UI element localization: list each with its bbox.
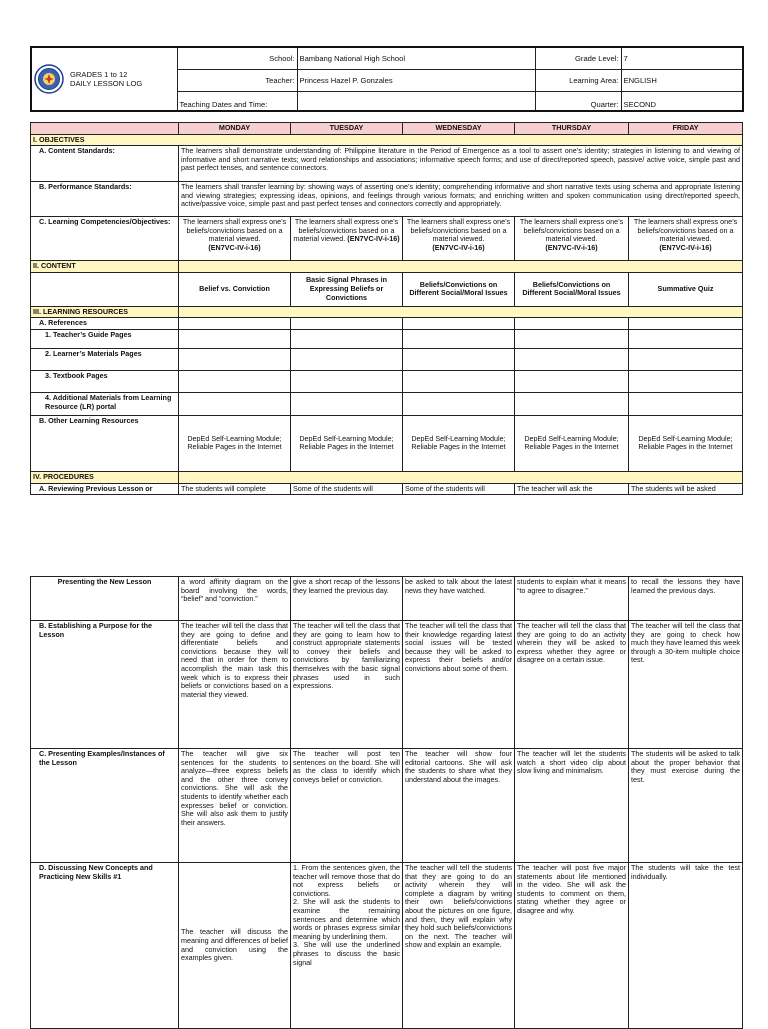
procedure-a-thu: students to explain what it means “to agree to disagree.” [515,577,629,621]
competency-tue: The learners shall express one’s beliefs/convictions based on a material viewed. (EN7VC-IV-i-16) [291,217,403,261]
teacher-label: Teacher: [177,69,297,91]
header-table [30,46,744,112]
content-mon: Belief vs. Conviction [179,272,291,306]
lesson-log-table [30,122,743,495]
day-tuesday: TUESDAY [291,123,403,135]
procedure-c-fri: The students will be asked to talk about the proper behavior that they must exercise during the test. [629,749,743,863]
tg-label: 1. Teacher’s Guide Pages [31,329,179,348]
quarter-value: SECOND [621,91,743,111]
procedure-c-thu: The teacher will let the students watch a short video clip about slow living and minimalism. [515,749,629,863]
header-title-cell [31,47,177,111]
competency-mon: The learners shall express one’s beliefs/convictions based on a material viewed. (EN7VC-IV-i-16) [179,217,291,261]
procedure-b-tue: The teacher will tell the class that they are going to learn how to construct appropriate statements to convey their beliefs and convictions by familiarizing themselves with the basic signal phrases used in such expressions. [291,621,403,749]
dates-label: Teaching Dates and Time: [177,91,297,111]
content-standards-label: A. Content Standards: [31,146,179,182]
procedure-d-mon: The teacher will discuss the meaning and differences of belief and conviction using the examples given. [179,863,291,1029]
procedure-d-wed: The teacher will tell the students that they are going to do an activity wherein they will complete a diagram by writing their own beliefs/convictions about the pictures on one figure, and then, they will explain why they hold such beliefs/convictions on the next. The teacher will show and explain an example. [403,863,515,1029]
references-label: A. References [31,318,179,330]
procedure-a-thu-top: The teacher will ask the [515,483,629,495]
procedure-a-fri: to recall the lessons they have learned the previous days. [629,577,743,621]
objectives-heading: I. OBJECTIVES [31,134,743,146]
area-label: Learning Area: [535,69,621,91]
deped-seal-icon [34,64,64,94]
tb-label: 3. Textbook Pages [31,370,179,392]
procedure-a-tue-top: Some of the students will [291,483,403,495]
procedure-a-mon-top: The students will complete [179,483,291,495]
other-resources-tue: DepEd Self-Learning Module; Reliable Pages in the Internet [291,415,403,471]
procedure-a-wed: be asked to talk about the latest news they have watched. [403,577,515,621]
teacher-value: Princess Hazel P. Gonzales [297,69,535,91]
competencies-label: C. Learning Competencies/Objectives: [31,217,179,261]
lm-label: 2. Learner’s Materials Pages [31,348,179,370]
content-wed: Beliefs/Convictions on Different Social/Moral Issues [403,272,515,306]
procedure-a-label-cont: Presenting the New Lesson [31,577,179,621]
procedure-c-wed: The teacher will show four editorial cartoons. She will ask the students to share what they understand about the images. [403,749,515,863]
procedure-d-tue: 1. From the sentences given, the teacher will remove those that do not express beliefs or convictions. 2. She will ask the students to examine the remaining sentences and determine which words or phrases express similar meaning by underlining them. 3. She will use the underlined phrases to discuss the basic signal [291,863,403,1029]
other-resources-fri: DepEd Self-Learning Module; Reliable Pages in the Internet [629,415,743,471]
dates-value [297,91,535,111]
school-label: School: [177,47,297,69]
procedure-a-tue: give a short recap of the lessons they learned the previous day. [291,577,403,621]
day-monday: MONDAY [179,123,291,135]
content-tue: Basic Signal Phrases in Expressing Beliefs or Convictions [291,272,403,306]
procedure-c-mon: The teacher will give six sentences for the students to analyze—three express beliefs and the other three convey convictions. She will ask the students to identify whether each expresses belief or conviction. She will also ask them to justify their answers. [179,749,291,863]
day-wednesday: WEDNESDAY [403,123,515,135]
resources-heading: III. LEARNING RESOURCES [31,306,179,318]
competency-thu: The learners shall express one’s beliefs/convictions based on a material viewed. (EN7VC-IV-i-16) [515,217,629,261]
procedure-b-label: B. Establishing a Purpose for the Lesson [31,621,179,749]
procedure-a-wed-top: Some of the students will [403,483,515,495]
day-friday: FRIDAY [629,123,743,135]
content-standards-text: The learners shall demonstrate understanding of: Philippine literature in the Period of Emergence as a tool to assert one’s identity; strategies in listening to and viewing of informative and short narrative texts; word relationships and associations; informative speech forms; and use of direct/reported speech, passive/ active voice, simple past and past perfect tenses, and sentence connectors. [179,146,743,182]
procedure-d-label: D. Discussing New Concepts and Practicing New Skills #1 [31,863,179,1029]
days-header-row [31,123,743,135]
procedure-a-label: A. Reviewing Previous Lesson or [31,483,179,495]
content-heading: II. CONTENT [31,261,179,273]
grade-value: 7 [621,47,743,69]
competency-wed: The learners shall express one’s beliefs/convictions based on a material viewed. (EN7VC-IV-i-16) [403,217,515,261]
other-resources-label: B. Other Learning Resources [31,415,179,471]
procedure-b-thu: The teacher will tell the class that they are going to do an activity wherein they will be asked to express whether they agree or disagree on a certain issue. [515,621,629,749]
procedure-d-thu: The teacher will post five major statements about life mentioned in the video. She will ask the students to comment on them, stating whether they agree or disagree and why. [515,863,629,1029]
procedure-b-fri: The teacher will tell the class that they are going to check how much they have learned this week through a 30-item multiple choice test. [629,621,743,749]
procedure-b-mon: The teacher will tell the class that they are going to define and differentiate beliefs and convictions because they will need that in order for them to accomplish the main task this week which is to express their beliefs or convictions based on a material they viewed. [179,621,291,749]
procedures-heading: IV. PROCEDURES [31,471,179,483]
content-thu: Beliefs/Convictions on Different Social/Moral Issues [515,272,629,306]
procedure-a-fri-top: The students will be asked [629,483,743,495]
other-resources-wed: DepEd Self-Learning Module; Reliable Pages in the Internet [403,415,515,471]
procedure-d-fri: The students will take the test individually. [629,863,743,1029]
procedure-a-mon: a word affinity diagram on the board involving the words, “belief” and “conviction.” [179,577,291,621]
procedure-c-tue: The teacher will post ten sentences on the board. She will as the class to identify which conveys belief or conviction. [291,749,403,863]
form-title-line1: GRADES 1 to 12 [70,70,128,79]
form-title-line2: DAILY LESSON LOG [70,79,143,88]
day-thursday: THURSDAY [515,123,629,135]
school-value: Bambang National High School [297,47,535,69]
competency-fri: The learners shall express one’s beliefs/convictions based on a material viewed. (EN7VC-IV-i-16) [629,217,743,261]
procedure-b-wed: The teacher will tell the class that their knowledge regarding latest social issues will be tested because they will be asked to express their beliefs and/or convictions about some of them. [403,621,515,749]
procedures-table [30,576,743,1029]
other-resources-thu: DepEd Self-Learning Module; Reliable Pages in the Internet [515,415,629,471]
procedure-c-label: C. Presenting Examples/Instances of the Lesson [31,749,179,863]
area-value: ENGLISH [621,69,743,91]
content-fri: Summative Quiz [629,272,743,306]
grade-label: Grade Level: [535,47,621,69]
lr-label: 4. Additional Materials from Learning Resource (LR) portal [31,392,179,415]
quarter-label: Quarter: [535,91,621,111]
performance-standards-text: The learners shall transfer learning by: showing ways of asserting one’s identity; comprehending informative and short narrative texts using schema and appropriate listening and viewing strategies; expressing ideas, opinions, and feelings through various formats; and enriching written and spoken communication using direct/reported speech, active/passive voice, simple past and past perfect tenses and connectors correctly and appropriately. [179,182,743,217]
other-resources-mon: DepEd Self-Learning Module; Reliable Pages in the Internet [179,415,291,471]
performance-standards-label: B. Performance Standards: [31,182,179,217]
